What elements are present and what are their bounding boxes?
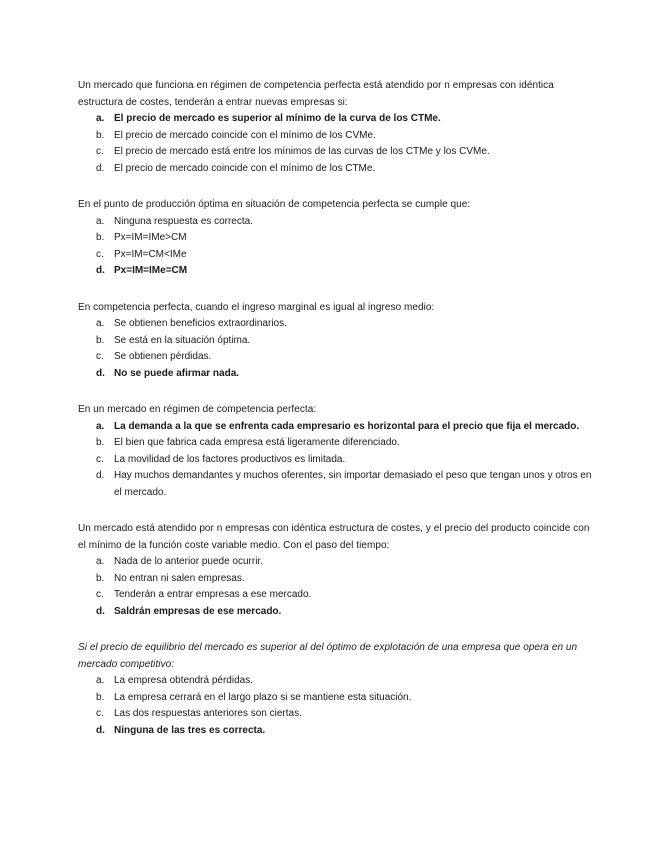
option-d (78, 366, 595, 383)
question-6 (78, 640, 595, 739)
option-letter: d. (96, 162, 105, 174)
option-letter: c. (96, 146, 104, 157)
option-text: El precio de mercado es superior al mínimo de la curva de los CTMe. (114, 113, 441, 124)
option-d (78, 263, 595, 280)
option-b (78, 128, 595, 145)
option-c (78, 587, 595, 604)
option-letter: c. (96, 708, 104, 719)
question-stem: En competencia perfecta, cuando el ingreso marginal es igual al ingreso medio: (78, 301, 435, 313)
option-list (78, 111, 595, 177)
option-b (78, 333, 595, 350)
question-4 (78, 402, 595, 501)
option-a (78, 554, 595, 571)
option-c (78, 144, 595, 161)
option-text: No se puede afirmar nada. (114, 367, 240, 379)
option-letter: c. (96, 589, 104, 600)
question-stem: Un mercado está atendido por n empresas con idéntica estructura de costes, y el precio del producto coincide con el mínimo de la función coste variable medio. Con el paso del tiempo: (78, 523, 590, 551)
option-c (78, 349, 595, 366)
option-text: Px=IM=CM<IMe (114, 248, 187, 260)
option-text: El precio de mercado está entre los mínimos de las curvas de los CTMe y los CVMe. (114, 146, 490, 157)
option-text: Se obtienen pérdidas. (114, 351, 212, 362)
question-stem: En un mercado en régimen de competencia perfecta: (78, 404, 317, 415)
question-1 (78, 78, 595, 177)
option-text: No entran ni salen empresas. (114, 572, 245, 584)
option-a (78, 214, 595, 231)
option-b (78, 690, 595, 707)
option-b (78, 230, 595, 247)
option-letter: b. (96, 572, 105, 584)
option-a (78, 316, 595, 333)
option-d (78, 468, 595, 501)
option-list (78, 316, 595, 382)
option-letter: b. (96, 334, 105, 346)
option-text: Px=IM=IMe=CM (114, 265, 188, 276)
option-text: Tenderán a entrar empresas a ese mercado. (114, 589, 312, 600)
option-c (78, 706, 595, 723)
option-letter: c. (96, 351, 104, 362)
option-d (78, 604, 595, 621)
option-letter: d. (96, 605, 105, 617)
question-5 (78, 521, 595, 620)
option-letter: a. (96, 113, 105, 124)
option-letter: a. (96, 420, 105, 432)
option-b (78, 435, 595, 452)
option-letter: d. (96, 724, 105, 736)
option-text: Se obtienen beneficios extraordinarios. (114, 318, 287, 329)
option-letter: a. (96, 675, 105, 686)
option-b (78, 571, 595, 588)
option-text: Hay muchos demandantes y muchos oferentes, sin importar demasiado el peso que tengan unos y otros en el mercado. (114, 470, 592, 498)
option-text: Saldrán empresas de ese mercado. (114, 605, 282, 617)
option-letter: b. (96, 437, 105, 448)
option-text: La demanda a la que se enfrenta cada empresario es horizontal para el precio que fija el mercado. (114, 420, 580, 432)
option-text: Px=IM=IMe>CM (114, 232, 187, 243)
question-stem: En el punto de producción óptima en situación de competencia perfecta se cumple que: (78, 199, 471, 210)
option-list (78, 673, 595, 739)
option-c (78, 452, 595, 469)
option-letter: d. (96, 367, 105, 379)
option-text: El bien que fabrica cada empresa está ligeramente diferenciado. (114, 437, 400, 448)
option-d (78, 161, 595, 178)
option-letter: a. (96, 318, 105, 329)
option-text: La movilidad de los factores productivos es limitada. (114, 453, 346, 465)
option-text: El precio de mercado coincide con el mínimo de los CVMe. (114, 129, 376, 141)
option-letter: c. (96, 453, 104, 465)
option-letter: a. (96, 215, 105, 227)
option-c (78, 247, 595, 264)
option-a (78, 673, 595, 690)
option-letter: d. (96, 265, 105, 276)
option-text: El precio de mercado coincide con el mínimo de los CTMe. (114, 162, 376, 174)
option-text: Las dos respuestas anteriores son ciertas. (114, 708, 302, 719)
option-list (78, 214, 595, 280)
option-list (78, 554, 595, 620)
option-letter: b. (96, 232, 105, 243)
question-stem: Si el precio de equilibrio del mercado es superior al del óptimo de explotación de una empresa que opera en un mercado competitivo: (78, 642, 578, 670)
option-a (78, 111, 595, 128)
question-stem: Un mercado que funciona en régimen de competencia perfecta está atendido por n empresas con idéntica estructura de costes, tenderán a entrar nuevas empresas si: (78, 80, 554, 108)
option-text: Ninguna de las tres es correcta. (114, 724, 266, 736)
question-3 (78, 300, 595, 383)
option-text: Nada de lo anterior puede ocurrir. (114, 556, 263, 567)
option-text: La empresa cerrará en el largo plazo si se mantiene esta situación. (114, 691, 412, 703)
question-2 (78, 197, 595, 280)
option-text: Ninguna respuesta es correcta. (114, 215, 253, 227)
option-letter: c. (96, 248, 104, 260)
option-letter: d. (96, 470, 105, 481)
option-a (78, 419, 595, 436)
option-d (78, 723, 595, 740)
option-letter: a. (96, 556, 105, 567)
option-text: Se está en la situación óptima. (114, 334, 251, 346)
option-letter: b. (96, 129, 105, 141)
option-list (78, 419, 595, 502)
option-letter: b. (96, 691, 105, 703)
option-text: La empresa obtendrá pérdidas. (114, 675, 253, 686)
